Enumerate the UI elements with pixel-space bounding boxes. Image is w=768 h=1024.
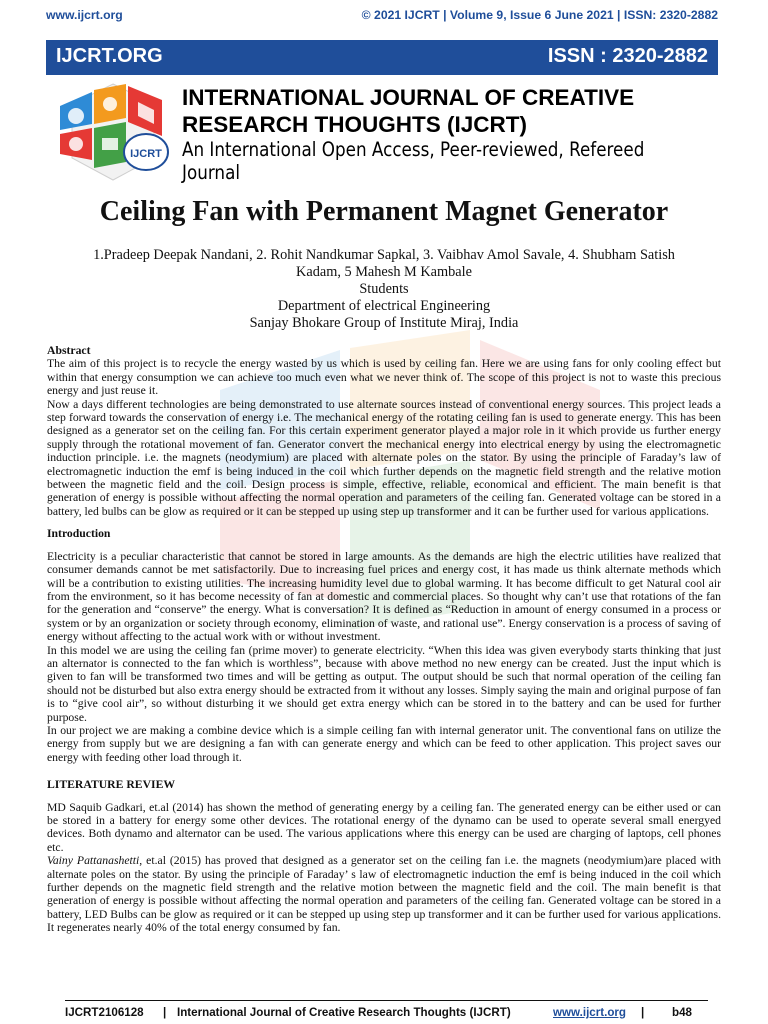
- introduction-paragraph: In our project we are making a combine device which is a simple ceiling fan with internal generator unit. The conventional fans on utilize the energy from supply but we are designing a fan with can generate energy and which can be feed to other application. This project saves our energy with feeding other load through it.: [47, 723, 721, 764]
- abstract-paragraph: The aim of this project is to recycle the energy wasted by us which is used by ceiling fan. Here we are using fans for only cooling effect but within that energy consumption we can achieve too much even what we never think of. The scope of this project is not to waste this precious energy and just reuse it.: [47, 357, 721, 398]
- logo-text: IJCRT: [130, 148, 162, 160]
- author-institute: Sanjay Bhokare Group of Institute Miraj, India: [249, 315, 519, 331]
- issn-label: ISSN : 2320-2882: [547, 45, 708, 67]
- abstract-heading: Abstract: [47, 344, 91, 357]
- journal-subtitle: An International Open Access, Peer-reviewed, Refereed Journal: [182, 138, 645, 184]
- introduction-heading: Introduction: [47, 527, 111, 541]
- author-block: [60, 247, 708, 332]
- introduction-paragraph: Electricity is a peculiar characteristic that cannot be stored in large amounts. As the demands are high the electric utilities have realized that consumer demands cannot be met satisfactorily. Due to increasing fuel prices and energy cost, it has made us think alternate methods which will be a contribution to existing utilities. The increasing humidity level due to global warming. It has become difficult to get Natural cool air from the environment, so it has become necessity of fan at domestic and commercial places. So thought why can’t use that rotations of the fan for the generation and “conserve” the energy. What is conversation? It is defined as “Reduction in amount of energy consumed in a process or system or by an organization or society through economy, elimination of waste, and rational use”. Energy conservation is a process of saving of energy without affecting to the actual work with or without investment.: [47, 549, 721, 644]
- author-list-cont: Kadam, 5 Mahesh M Kambale: [296, 264, 472, 280]
- author-department: Department of electrical Engineering: [277, 298, 491, 314]
- paper-title: Ceiling Fan with Permanent Magnet Generator: [99, 196, 669, 227]
- author-list: 1.Pradeep Deepak Nandani, 2. Rohit Nandkumar Sapkal, 3. Vaibhav Amol Savale, 4. Shubham Satish: [93, 247, 675, 263]
- paper-body: [47, 344, 721, 935]
- introduction-paragraph: In this model we are using the ceiling fan (prime mover) to generate electricity. “When this idea was given everybody starts thinking that just an alternator is connected to the fan which is worthless”, because with above method no new energy can be created. Just the input which is given to fan will be transformed two times and will be getting as output. The output should be such that normal operation of the ceiling fan should not be disturbed but also extra energy should be extracted from it without any losses. Simply saying the main and original purpose of fan is to “give cool air”, so without disturbing it we should get extra energy which can be stored in to the battery and can be used for further purpose.: [47, 643, 721, 724]
- brand-bar: [46, 40, 718, 75]
- footer-site-link[interactable]: www.ijcrt.org: [553, 1006, 627, 1019]
- literature-paragraph: MD Saquib Gadkari, et.al (2014) has shown the method of generating energy by a ceiling fan. The generated energy can be either used or can be stored in a battery for energy some other devices. The rotational energy of the dynamo can be used to operate several small energyed devices. Both dynamo and alternator can be used. The various applications where this energy can be used are charging of laptops, cell phones etc.: [47, 800, 721, 854]
- author-role: Students: [359, 281, 409, 297]
- footer-journal: International Journal of Creative Research Thoughts (IJCRT): [177, 1006, 511, 1019]
- journal-title: INTERNATIONAL JOURNAL OF CREATIVE RESEARCH THOUGHTS (IJCRT): [182, 85, 635, 137]
- brand-name: IJCRT.ORG: [56, 45, 163, 67]
- page-number: b48: [672, 1006, 692, 1019]
- footer-divider: |: [641, 1006, 645, 1019]
- ijcrt-logo: [50, 80, 176, 184]
- issue-info: © 2021 IJCRT | Volume 9, Issue 6 June 2021 | ISSN: 2320-2882: [361, 8, 718, 22]
- page-footer: [65, 1000, 708, 1021]
- literature-paragraph: Vainy Pattanashetti, et.al (2015) has proved that designed as a generator set on the ceiling fan i.e. the magnets (neodymium)are placed with alternate poles on the stator. By using the principle of Faraday’ s law of electromagnetic induction the emf is being induced in the coil which further depends on the magnetic field strength and the relative motion between the magnetic field and the coil. The main benefit is that generation of energy is possible without affecting the normal operation and parameters of the ceiling fan. Generated voltage can be stored in a battery, LED Bulbs can be glow as required or it can be stepped up using step up transformer and it can be further used for various applications. It regenerates nearly 40% of the total energy consumed by fan.: [47, 854, 721, 935]
- running-header: [46, 6, 718, 26]
- site-link[interactable]: www.ijcrt.org: [46, 8, 123, 22]
- abstract-paragraph: Now a days different technologies are being demonstrated to use alternate sources instead of conventional energy sources. This project leads a step forward towards the conservation of energy i.e. The mechanical energy of the rotating ceiling fan is used to generate energy. This has been designed as a generator set on the ceiling fan. For this certain experiment generator played a major role in it which provide us further energy supply through the rotational movement of fan. Generator convert the mechanical energy into electrical energy by using the electromagnetic induction principle. i.e. the magnets (neodymium) are placed with alternate poles on the stator. By using the principle of Faraday’s law of electromagnetic induction the emf is being induced in the coil which further depends on the magnetic field strength and the relative motion between the magnetic field and the coil. Design process is simple, effective, reliable, economical and efficient. The main benefit is that generation of energy is possible without affecting the normal operation and parameters of the ceiling fan. Generated voltage can be stored in a battery, led bulbs can be glow as required or it can be stepped up using step up transformer and it can be further used for various applications.: [47, 397, 721, 518]
- paper-id: IJCRT2106128: [65, 1006, 144, 1019]
- literature-heading: LITERATURE REVIEW: [47, 778, 176, 792]
- cited-author: Vainy Pattanashetti: [47, 854, 140, 868]
- footer-divider: |: [163, 1006, 167, 1019]
